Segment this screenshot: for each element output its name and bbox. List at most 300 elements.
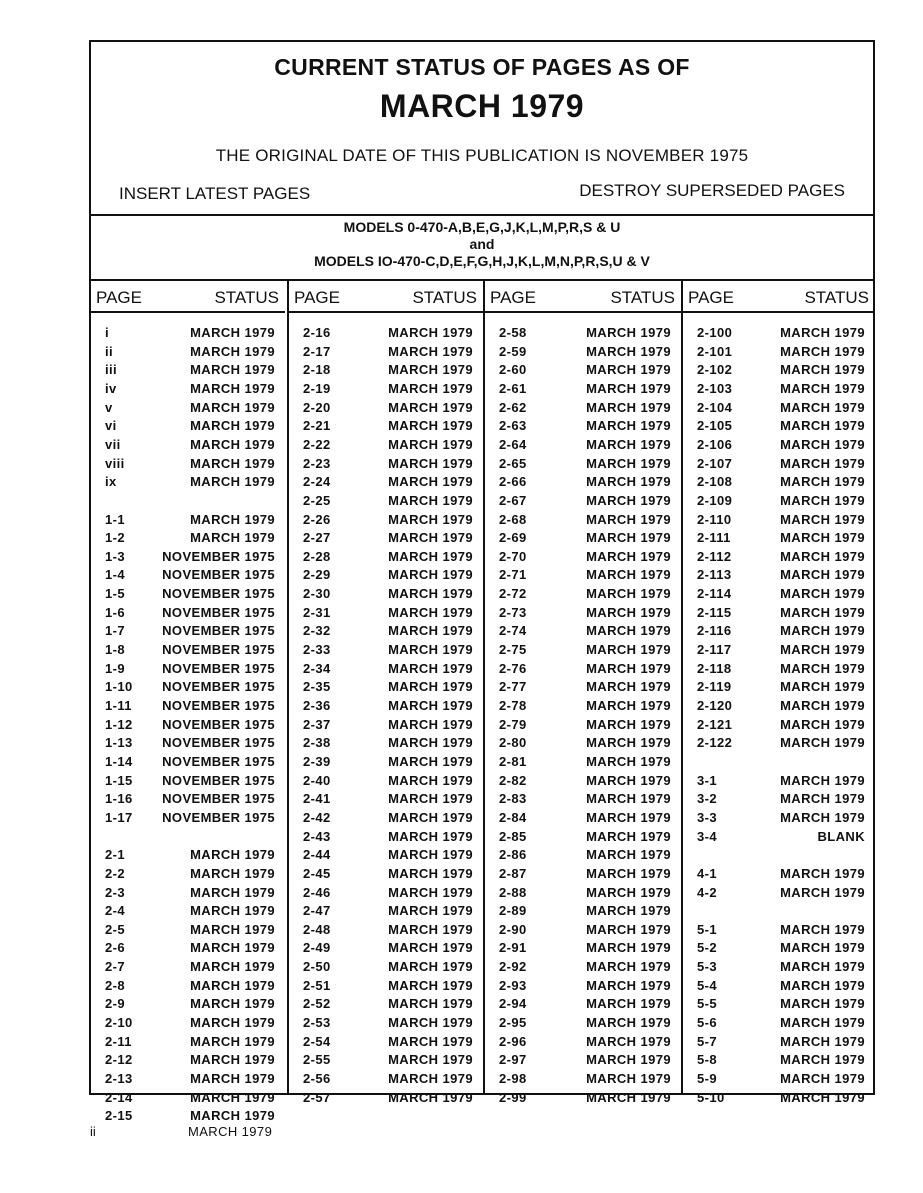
- table-row: [289, 418, 483, 436]
- page-number: 2-39: [303, 753, 331, 769]
- table-row: [683, 437, 875, 455]
- table-row: [683, 735, 875, 753]
- table-row: [485, 885, 681, 903]
- page-number: 2-26: [303, 511, 331, 527]
- table-row: [289, 1034, 483, 1052]
- page-number: 2-72: [499, 586, 527, 602]
- page-number: 2-27: [303, 530, 331, 546]
- table-row: [683, 1090, 875, 1108]
- table-row: [91, 866, 285, 884]
- table-row: [289, 381, 483, 399]
- destroy-label: DESTROY SUPERSEDED PAGES: [579, 181, 845, 200]
- page-number: 2-81: [499, 753, 527, 769]
- page-number: 2-36: [303, 698, 331, 713]
- page-status: MARCH 1979: [388, 586, 473, 602]
- page-status: MARCH 1979: [388, 642, 473, 658]
- table-row: [485, 605, 681, 623]
- page-status: MARCH 1979: [586, 623, 671, 639]
- page-number: 2-64: [499, 436, 527, 452]
- table-row: [485, 437, 681, 455]
- page-header: PAGE: [688, 288, 734, 307]
- page-number: 2-9: [105, 996, 125, 1012]
- page-number: 3-3: [697, 809, 717, 825]
- page-status: MARCH 1979: [780, 865, 865, 881]
- table-row: [289, 810, 483, 828]
- table-row: [289, 866, 483, 884]
- page-status: MARCH 1979: [586, 698, 671, 713]
- page-number: 1-12: [105, 716, 133, 732]
- page-number: 2-67: [499, 492, 527, 508]
- page-status: NOVEMBER 1975: [162, 753, 275, 769]
- table-row: [485, 418, 681, 436]
- table-row: [91, 1071, 285, 1089]
- table-row: [91, 474, 285, 492]
- page-number: 2-104: [697, 399, 733, 415]
- page-number: 2-120: [697, 698, 733, 713]
- table-row: [683, 866, 875, 884]
- table-row: [91, 344, 285, 362]
- page-number: 2-108: [697, 474, 733, 490]
- page-number: 2-63: [499, 418, 527, 434]
- page-number: 4-2: [697, 884, 717, 900]
- table-row: [289, 1071, 483, 1089]
- table-row: [485, 810, 681, 828]
- page-number: 2-28: [303, 548, 331, 564]
- table-row: [683, 679, 875, 697]
- table-row: [289, 847, 483, 865]
- page-number: 2-114: [697, 586, 732, 602]
- table-row: [289, 400, 483, 418]
- page-number: 5-7: [697, 1033, 717, 1049]
- page-status: MARCH 1979: [586, 642, 671, 658]
- page-status: MARCH 1979: [586, 399, 671, 415]
- page-number: 1-7: [105, 623, 125, 639]
- page-status: MARCH 1979: [780, 343, 865, 359]
- page-number: 2-87: [499, 865, 527, 881]
- page-number: 2-10: [105, 1015, 133, 1031]
- page-status: MARCH 1979: [780, 362, 865, 378]
- page-number: iv: [105, 380, 117, 396]
- table-row: [683, 400, 875, 418]
- table-row: [683, 623, 875, 641]
- page-status: MARCH 1979: [780, 1052, 865, 1068]
- page-status: MARCH 1979: [586, 474, 671, 490]
- page-number: 2-41: [303, 791, 331, 807]
- table-row: [485, 456, 681, 474]
- page-number: 1-11: [105, 698, 132, 713]
- table-row: [289, 325, 483, 343]
- page-number: 5-4: [697, 977, 717, 993]
- table-row: [91, 623, 285, 641]
- table-row: [91, 1034, 285, 1052]
- page-status: MARCH 1979: [586, 753, 671, 769]
- page-header: PAGE: [96, 288, 142, 307]
- table-row: [91, 1015, 285, 1033]
- page-status: MARCH 1979: [586, 716, 671, 732]
- page-number: 2-96: [499, 1033, 527, 1049]
- page-number: 2-37: [303, 716, 331, 732]
- page-number: 2-102: [697, 362, 733, 378]
- page-status: MARCH 1979: [190, 1108, 275, 1124]
- page-number: 2-50: [303, 959, 331, 975]
- table-row: [91, 530, 285, 548]
- page-status: MARCH 1979: [388, 865, 473, 881]
- page-status: NOVEMBER 1975: [162, 679, 275, 695]
- table-row: [289, 735, 483, 753]
- page-status: MARCH 1979: [586, 362, 671, 378]
- table-row: [485, 1052, 681, 1070]
- table-row: [289, 698, 483, 716]
- table-row: [485, 717, 681, 735]
- page-status: MARCH 1979: [388, 548, 473, 564]
- page-number: ix: [105, 474, 117, 490]
- page-status: NOVEMBER 1975: [162, 772, 275, 788]
- table-row: [683, 456, 875, 474]
- page-number: 2-119: [697, 679, 732, 695]
- page-number: 2-38: [303, 735, 331, 751]
- page-status: MARCH 1979: [586, 492, 671, 508]
- table-row: [485, 661, 681, 679]
- footer-page-number: ii: [90, 1124, 96, 1139]
- page-status: MARCH 1979: [388, 604, 473, 620]
- page-status: MARCH 1979: [388, 325, 473, 340]
- table-row: [683, 642, 875, 660]
- page-status: MARCH 1979: [780, 380, 865, 396]
- page-number: 1-5: [105, 586, 125, 602]
- page-status: MARCH 1979: [388, 362, 473, 378]
- page-status: MARCH 1979: [388, 903, 473, 919]
- page-status: MARCH 1979: [586, 586, 671, 602]
- table-row: [683, 996, 875, 1014]
- table-row: [289, 493, 483, 511]
- page-status: MARCH 1979: [388, 959, 473, 975]
- table-row: [289, 642, 483, 660]
- page-status: MARCH 1979: [780, 1015, 865, 1031]
- table-row: [683, 493, 875, 511]
- column-header: [485, 281, 681, 313]
- page-status: MARCH 1979: [388, 921, 473, 937]
- page-status: MARCH 1979: [586, 1071, 671, 1086]
- page-number: 2-23: [303, 455, 331, 471]
- page-status: MARCH 1979: [190, 959, 275, 975]
- table-row: [91, 885, 285, 903]
- column-header: [683, 281, 875, 313]
- page-number: 2-21: [303, 418, 331, 434]
- page-status: NOVEMBER 1975: [162, 809, 275, 825]
- page-status: MARCH 1979: [586, 735, 671, 751]
- page-status: MARCH 1979: [388, 660, 473, 676]
- page-status: MARCH 1979: [780, 455, 865, 471]
- table-row: [485, 735, 681, 753]
- table-row: [485, 325, 681, 343]
- page-status: MARCH 1979: [780, 791, 865, 807]
- table-row: [289, 1015, 483, 1033]
- table-row: [91, 567, 285, 585]
- page-status: NOVEMBER 1975: [162, 604, 275, 620]
- page-status: NOVEMBER 1975: [162, 623, 275, 639]
- page-status: MARCH 1979: [190, 380, 275, 396]
- page-status: MARCH 1979: [586, 977, 671, 993]
- table-row: [485, 474, 681, 492]
- page-status: MARCH 1979: [780, 418, 865, 434]
- page-number: 1-6: [105, 604, 125, 620]
- page-status: MARCH 1979: [586, 604, 671, 620]
- status-header: STATUS: [804, 288, 869, 307]
- page-number: 1-1: [105, 511, 125, 527]
- page-status: MARCH 1979: [388, 977, 473, 993]
- page-status: MARCH 1979: [586, 865, 671, 881]
- page-status: MARCH 1979: [780, 586, 865, 602]
- table-row: [91, 735, 285, 753]
- page-number: 2-91: [499, 940, 527, 956]
- page-number: 2-7: [105, 959, 125, 975]
- table-row: [485, 903, 681, 921]
- page-status: MARCH 1979: [586, 325, 671, 340]
- table-row: [289, 978, 483, 996]
- page-status: MARCH 1979: [586, 530, 671, 546]
- page-column-4: [681, 281, 875, 1105]
- table-row: [683, 791, 875, 809]
- page-status: MARCH 1979: [586, 828, 671, 844]
- table-row: [683, 698, 875, 716]
- page-number: 3-2: [697, 791, 717, 807]
- table-row: [485, 829, 681, 847]
- page-status: MARCH 1979: [780, 1071, 865, 1086]
- page-number: 2-49: [303, 940, 331, 956]
- page-number: 2-52: [303, 996, 331, 1012]
- page-status: MARCH 1979: [780, 809, 865, 825]
- page-status: MARCH 1979: [388, 772, 473, 788]
- page-number: 2-101: [697, 343, 733, 359]
- page-number: 2-6: [105, 940, 125, 956]
- page-status: MARCH 1979: [190, 847, 275, 863]
- table-row: [683, 605, 875, 623]
- table-row: [485, 773, 681, 791]
- table-row: [683, 940, 875, 958]
- page-number: 2-84: [499, 809, 527, 825]
- table-row: [289, 437, 483, 455]
- table-row: [485, 940, 681, 958]
- page-status: MARCH 1979: [586, 548, 671, 564]
- table-row: [91, 456, 285, 474]
- title-line-1: CURRENT STATUS OF PAGES AS OF: [274, 54, 690, 80]
- page-status: MARCH 1979: [586, 455, 671, 471]
- table-row: [485, 344, 681, 362]
- page-number: 1-4: [105, 567, 125, 583]
- page-status: MARCH 1979: [190, 436, 275, 452]
- page-number: 2-79: [499, 716, 527, 732]
- table-row: [289, 362, 483, 380]
- table-row: [289, 773, 483, 791]
- table-row: [485, 623, 681, 641]
- page-status: MARCH 1979: [388, 380, 473, 396]
- page-status: MARCH 1979: [190, 977, 275, 993]
- table-row: [91, 437, 285, 455]
- page-status: MARCH 1979: [780, 1089, 865, 1105]
- table-row: [91, 400, 285, 418]
- table-row: [485, 642, 681, 660]
- table-row: [289, 586, 483, 604]
- page-number: 1-14: [105, 753, 133, 769]
- page-number: 2-106: [697, 436, 733, 452]
- table-row: [683, 1015, 875, 1033]
- page-status: MARCH 1979: [190, 418, 275, 434]
- page-number: 5-8: [697, 1052, 717, 1068]
- page-number: 2-2: [105, 865, 125, 881]
- page-status: MARCH 1979: [388, 1015, 473, 1031]
- page-status: MARCH 1979: [780, 567, 865, 583]
- page-status: MARCH 1979: [388, 791, 473, 807]
- page-number: 2-73: [499, 604, 527, 620]
- page-status: MARCH 1979: [388, 455, 473, 471]
- page-number: 2-116: [697, 623, 732, 639]
- page-header: PAGE: [490, 288, 536, 307]
- page-status: MARCH 1979: [388, 828, 473, 844]
- table-row: [289, 679, 483, 697]
- page-status: MARCH 1979: [586, 847, 671, 863]
- page-number: vi: [105, 418, 117, 434]
- page-number: 2-76: [499, 660, 527, 676]
- table-row: [485, 567, 681, 585]
- page-number: 5-9: [697, 1071, 717, 1086]
- page-status: MARCH 1979: [586, 772, 671, 788]
- page-number: 1-15: [105, 772, 133, 788]
- insert-label: INSERT LATEST PAGES: [119, 184, 311, 203]
- page-status: MARCH 1979: [388, 679, 473, 695]
- original-date-note: THE ORIGINAL DATE OF THIS PUBLICATION IS NOVEMBER 1975: [215, 146, 749, 165]
- page-status: MARCH 1979: [780, 716, 865, 732]
- table-row: [289, 903, 483, 921]
- page-number: 2-110: [697, 511, 732, 527]
- page-status: NOVEMBER 1975: [162, 548, 275, 564]
- table-row: [683, 922, 875, 940]
- page-number: 2-25: [303, 492, 331, 508]
- page-number: 2-60: [499, 362, 527, 378]
- page-status: MARCH 1979: [780, 772, 865, 788]
- page-number: 2-35: [303, 679, 331, 695]
- page-number: 2-40: [303, 772, 331, 788]
- page-number: 2-14: [105, 1089, 133, 1105]
- page-status: MARCH 1979: [388, 1089, 473, 1105]
- page-status: MARCH 1979: [190, 903, 275, 919]
- table-row: [289, 1090, 483, 1108]
- table-row: [91, 940, 285, 958]
- page-status: MARCH 1979: [388, 511, 473, 527]
- page-number: 2-29: [303, 567, 331, 583]
- page-status: MARCH 1979: [190, 343, 275, 359]
- table-row: [289, 754, 483, 772]
- page-number: 2-34: [303, 660, 331, 676]
- table-row: [91, 810, 285, 828]
- page-status: MARCH 1979: [388, 436, 473, 452]
- page-status: MARCH 1979: [190, 1089, 275, 1105]
- table-row: [91, 418, 285, 436]
- page-status: MARCH 1979: [190, 362, 275, 378]
- table-row: [91, 791, 285, 809]
- page-number: 2-86: [499, 847, 527, 863]
- table-row: [91, 586, 285, 604]
- page-number: 2-97: [499, 1052, 527, 1068]
- table-row: [683, 959, 875, 977]
- table-row: [485, 922, 681, 940]
- page-status: MARCH 1979: [586, 567, 671, 583]
- page-number: 5-5: [697, 996, 717, 1012]
- page-status: MARCH 1979: [388, 1052, 473, 1068]
- page-status: MARCH 1979: [780, 921, 865, 937]
- page-number: 1-2: [105, 530, 125, 546]
- page-number: 2-70: [499, 548, 527, 564]
- page-number: 2-56: [303, 1071, 331, 1086]
- table-row: [683, 567, 875, 585]
- page-status: MARCH 1979: [388, 343, 473, 359]
- table-row: [683, 1071, 875, 1089]
- table-row: [485, 381, 681, 399]
- page-status: MARCH 1979: [586, 1052, 671, 1068]
- table-row: [485, 1015, 681, 1033]
- page-status: MARCH 1979: [586, 884, 671, 900]
- table-row: [485, 1090, 681, 1108]
- page-number: 2-55: [303, 1052, 331, 1068]
- page-status: MARCH 1979: [388, 735, 473, 751]
- page-number: 5-3: [697, 959, 717, 975]
- page-status: MARCH 1979: [190, 865, 275, 881]
- models-line-2: and: [469, 236, 495, 252]
- table-row: [91, 605, 285, 623]
- page-number: 2-66: [499, 474, 527, 490]
- page-number: 2-57: [303, 1089, 331, 1105]
- table-row: [485, 959, 681, 977]
- table-row: [289, 530, 483, 548]
- table-row: [485, 847, 681, 865]
- page-status: MARCH 1979: [586, 418, 671, 434]
- page-status: NOVEMBER 1975: [162, 567, 275, 583]
- table-row: [683, 829, 875, 847]
- page-status: MARCH 1979: [190, 921, 275, 937]
- page-status: MARCH 1979: [586, 511, 671, 527]
- table-row: [485, 493, 681, 511]
- table-row: [91, 381, 285, 399]
- page-status: MARCH 1979: [780, 884, 865, 900]
- page-number: 2-117: [697, 642, 732, 658]
- page-status: MARCH 1979: [586, 940, 671, 956]
- page-column-3: [483, 281, 681, 1105]
- page-status: NOVEMBER 1975: [162, 586, 275, 602]
- page-number: 2-111: [697, 530, 731, 546]
- page-status: MARCH 1979: [586, 921, 671, 937]
- table-row: [91, 773, 285, 791]
- page-status: MARCH 1979: [586, 1089, 671, 1105]
- page-number: 2-89: [499, 903, 527, 919]
- page-number: 3-4: [697, 828, 717, 844]
- table-row: [289, 829, 483, 847]
- page-number: 2-45: [303, 865, 331, 881]
- page-status: MARCH 1979: [780, 679, 865, 695]
- table-row: [91, 978, 285, 996]
- table-row: [289, 623, 483, 641]
- page-status: MARCH 1979: [586, 343, 671, 359]
- page-number: 1-3: [105, 548, 125, 564]
- page-number: 5-10: [697, 1089, 725, 1105]
- page-number: 2-62: [499, 399, 527, 415]
- page-number: 2-121: [697, 716, 733, 732]
- page-number: 5-6: [697, 1015, 717, 1031]
- table-row: [91, 698, 285, 716]
- page-status: MARCH 1979: [780, 977, 865, 993]
- page-status: MARCH 1979: [780, 996, 865, 1012]
- table-row: [91, 1090, 285, 1108]
- page-status: MARCH 1979: [780, 660, 865, 676]
- table-row: [683, 661, 875, 679]
